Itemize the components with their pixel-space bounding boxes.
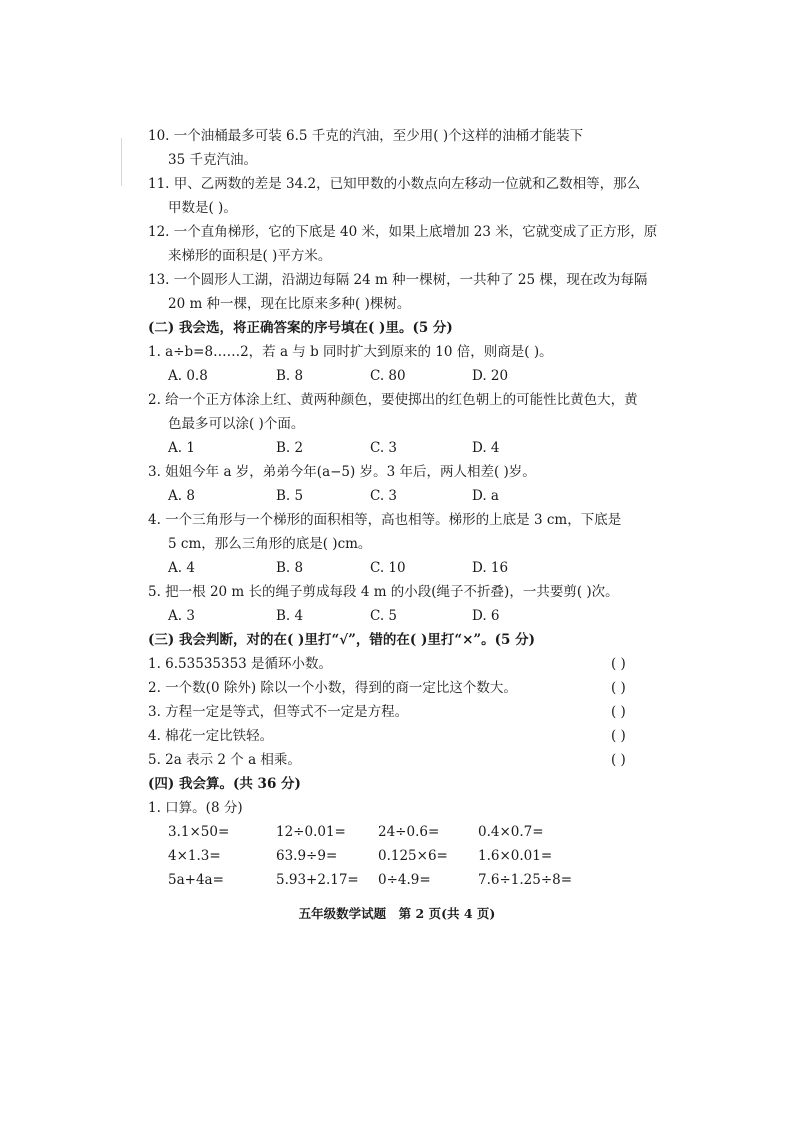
judge-item-5: 5. 2a 表示 2 个 a 相乘。 [148, 752, 301, 768]
choice-q1-option-d: D. 20 [472, 368, 509, 384]
question-10-line-1: 10. 一个油桶最多可装 6.5 千克的汽油，至少用( )个这样的油桶才能装下 [148, 128, 584, 144]
calc-item: 63.9÷9= [276, 848, 338, 864]
question-13-line-1: 13. 一个圆形人工湖，沿湖边每隔 24 m 种一棵树，一共种了 25 棵，现在改为每隔 [148, 272, 648, 288]
choice-q5-option-a: A. 3 [168, 608, 195, 624]
calc-item: 0÷4.9= [378, 872, 431, 888]
judge-item-2: 2. 一个数(0 除外) 除以一个小数，得到的商一定比这个数大。 [148, 680, 517, 696]
choice-q3-option-c: C. 3 [370, 488, 398, 504]
judge-answer-bracket-1[interactable]: ( ) [611, 656, 626, 672]
calc-item: 5.93+2.17= [276, 872, 359, 888]
choice-q3-text: 3. 姐姐今年 a 岁，弟弟今年(a−5) 岁。3 年后，两人相差( )岁。 [148, 464, 536, 480]
calc-subsection-title: 1. 口算。(8 分) [148, 800, 243, 816]
choice-q1-option-c: C. 80 [370, 368, 406, 384]
choice-q5-text: 5. 把一根 20 m 长的绳子剪成每段 4 m 的小段(绳子不折叠)，一共要剪( )次。 [148, 584, 619, 600]
choice-q3-option-a: A. 8 [168, 488, 195, 504]
choice-q5-option-c: C. 5 [370, 608, 398, 624]
calc-item: 1.6×0.01= [478, 848, 553, 864]
choice-q2-line-1: 2. 给一个正方体涂上红、黄两种颜色，要使掷出的红色朝上的可能性比黄色大，黄 [148, 392, 638, 408]
judge-answer-bracket-5[interactable]: ( ) [611, 752, 626, 768]
question-11-line-2: 甲数是( )。 [168, 200, 237, 216]
judge-item-4: 4. 棉花一定比铁轻。 [148, 728, 274, 744]
calc-item: 5a+4a= [168, 872, 224, 888]
choice-q4-option-d: D. 16 [472, 560, 509, 576]
question-12-line-1: 12. 一个直角梯形，它的下底是 40 米，如果上底增加 23 米，它就变成了正方形，原 [148, 224, 658, 240]
choice-q2-option-c: C. 3 [370, 440, 398, 456]
page-footer: 五年级数学试题 第 2 页(共 4 页) [298, 906, 496, 921]
judge-item-3: 3. 方程一定是等式，但等式不一定是方程。 [148, 704, 409, 720]
judge-answer-bracket-4[interactable]: ( ) [611, 728, 626, 744]
judge-answer-bracket-3[interactable]: ( ) [611, 704, 626, 720]
section-judge-title: (三) 我会判断，对的在( )里打“√”，错的在( )里打“×”。(5 分) [148, 632, 536, 648]
judge-item-1: 1. 6.53535353 是循环小数。 [148, 656, 333, 672]
judge-answer-bracket-2[interactable]: ( ) [611, 680, 626, 696]
choice-q2-option-b: B. 2 [276, 440, 304, 456]
choice-q4-option-a: A. 4 [168, 560, 195, 576]
calc-item: 4×1.3= [168, 848, 221, 864]
question-10-line-2: 35 千克汽油。 [168, 152, 257, 168]
calc-item: 24÷0.6= [378, 824, 440, 840]
choice-q1-text: 1. a÷b=8……2，若 a 与 b 同时扩大到原来的 10 倍，则商是( )。 [148, 344, 553, 360]
calc-item: 7.6÷1.25÷8= [478, 872, 573, 888]
choice-q2-line-2: 色最多可以涂( )个面。 [168, 416, 305, 432]
calc-item: 3.1×50= [168, 824, 230, 840]
choice-q3-option-b: B. 5 [276, 488, 304, 504]
choice-q3-option-d: D. a [472, 488, 499, 504]
question-11-line-1: 11. 甲、乙两数的差是 34.2，已知甲数的小数点向左移动一位就和乙数相等，那么 [148, 176, 641, 192]
calc-item: 0.125×6= [378, 848, 448, 864]
choice-q4-option-c: C. 10 [370, 560, 406, 576]
question-13-line-2: 20 m 种一棵，现在比原来多种( )棵树。 [168, 296, 411, 312]
choice-q5-option-d: D. 6 [472, 608, 500, 624]
choice-q1-option-a: A. 0.8 [168, 368, 208, 384]
section-calc-title: (四) 我会算。(共 36 分) [148, 776, 301, 792]
section-choice-title: (二) 我会选，将正确答案的序号填在( )里。(5 分) [148, 320, 453, 336]
choice-q2-option-d: D. 4 [472, 440, 500, 456]
question-12-line-2: 来梯形的面积是( )平方米。 [168, 248, 332, 264]
choice-q4-line-2: 5 cm，那么三角形的底是( )cm。 [168, 536, 372, 552]
choice-q2-option-a: A. 1 [168, 440, 195, 456]
choice-q1-option-b: B. 8 [276, 368, 304, 384]
margin-line [121, 138, 122, 186]
choice-q4-option-b: B. 8 [276, 560, 304, 576]
calc-item: 0.4×0.7= [478, 824, 544, 840]
choice-q5-option-b: B. 4 [276, 608, 304, 624]
calc-item: 12÷0.01= [276, 824, 346, 840]
choice-q4-line-1: 4. 一个三角形与一个梯形的面积相等，高也相等。梯形的上底是 3 cm，下底是 [148, 512, 622, 528]
